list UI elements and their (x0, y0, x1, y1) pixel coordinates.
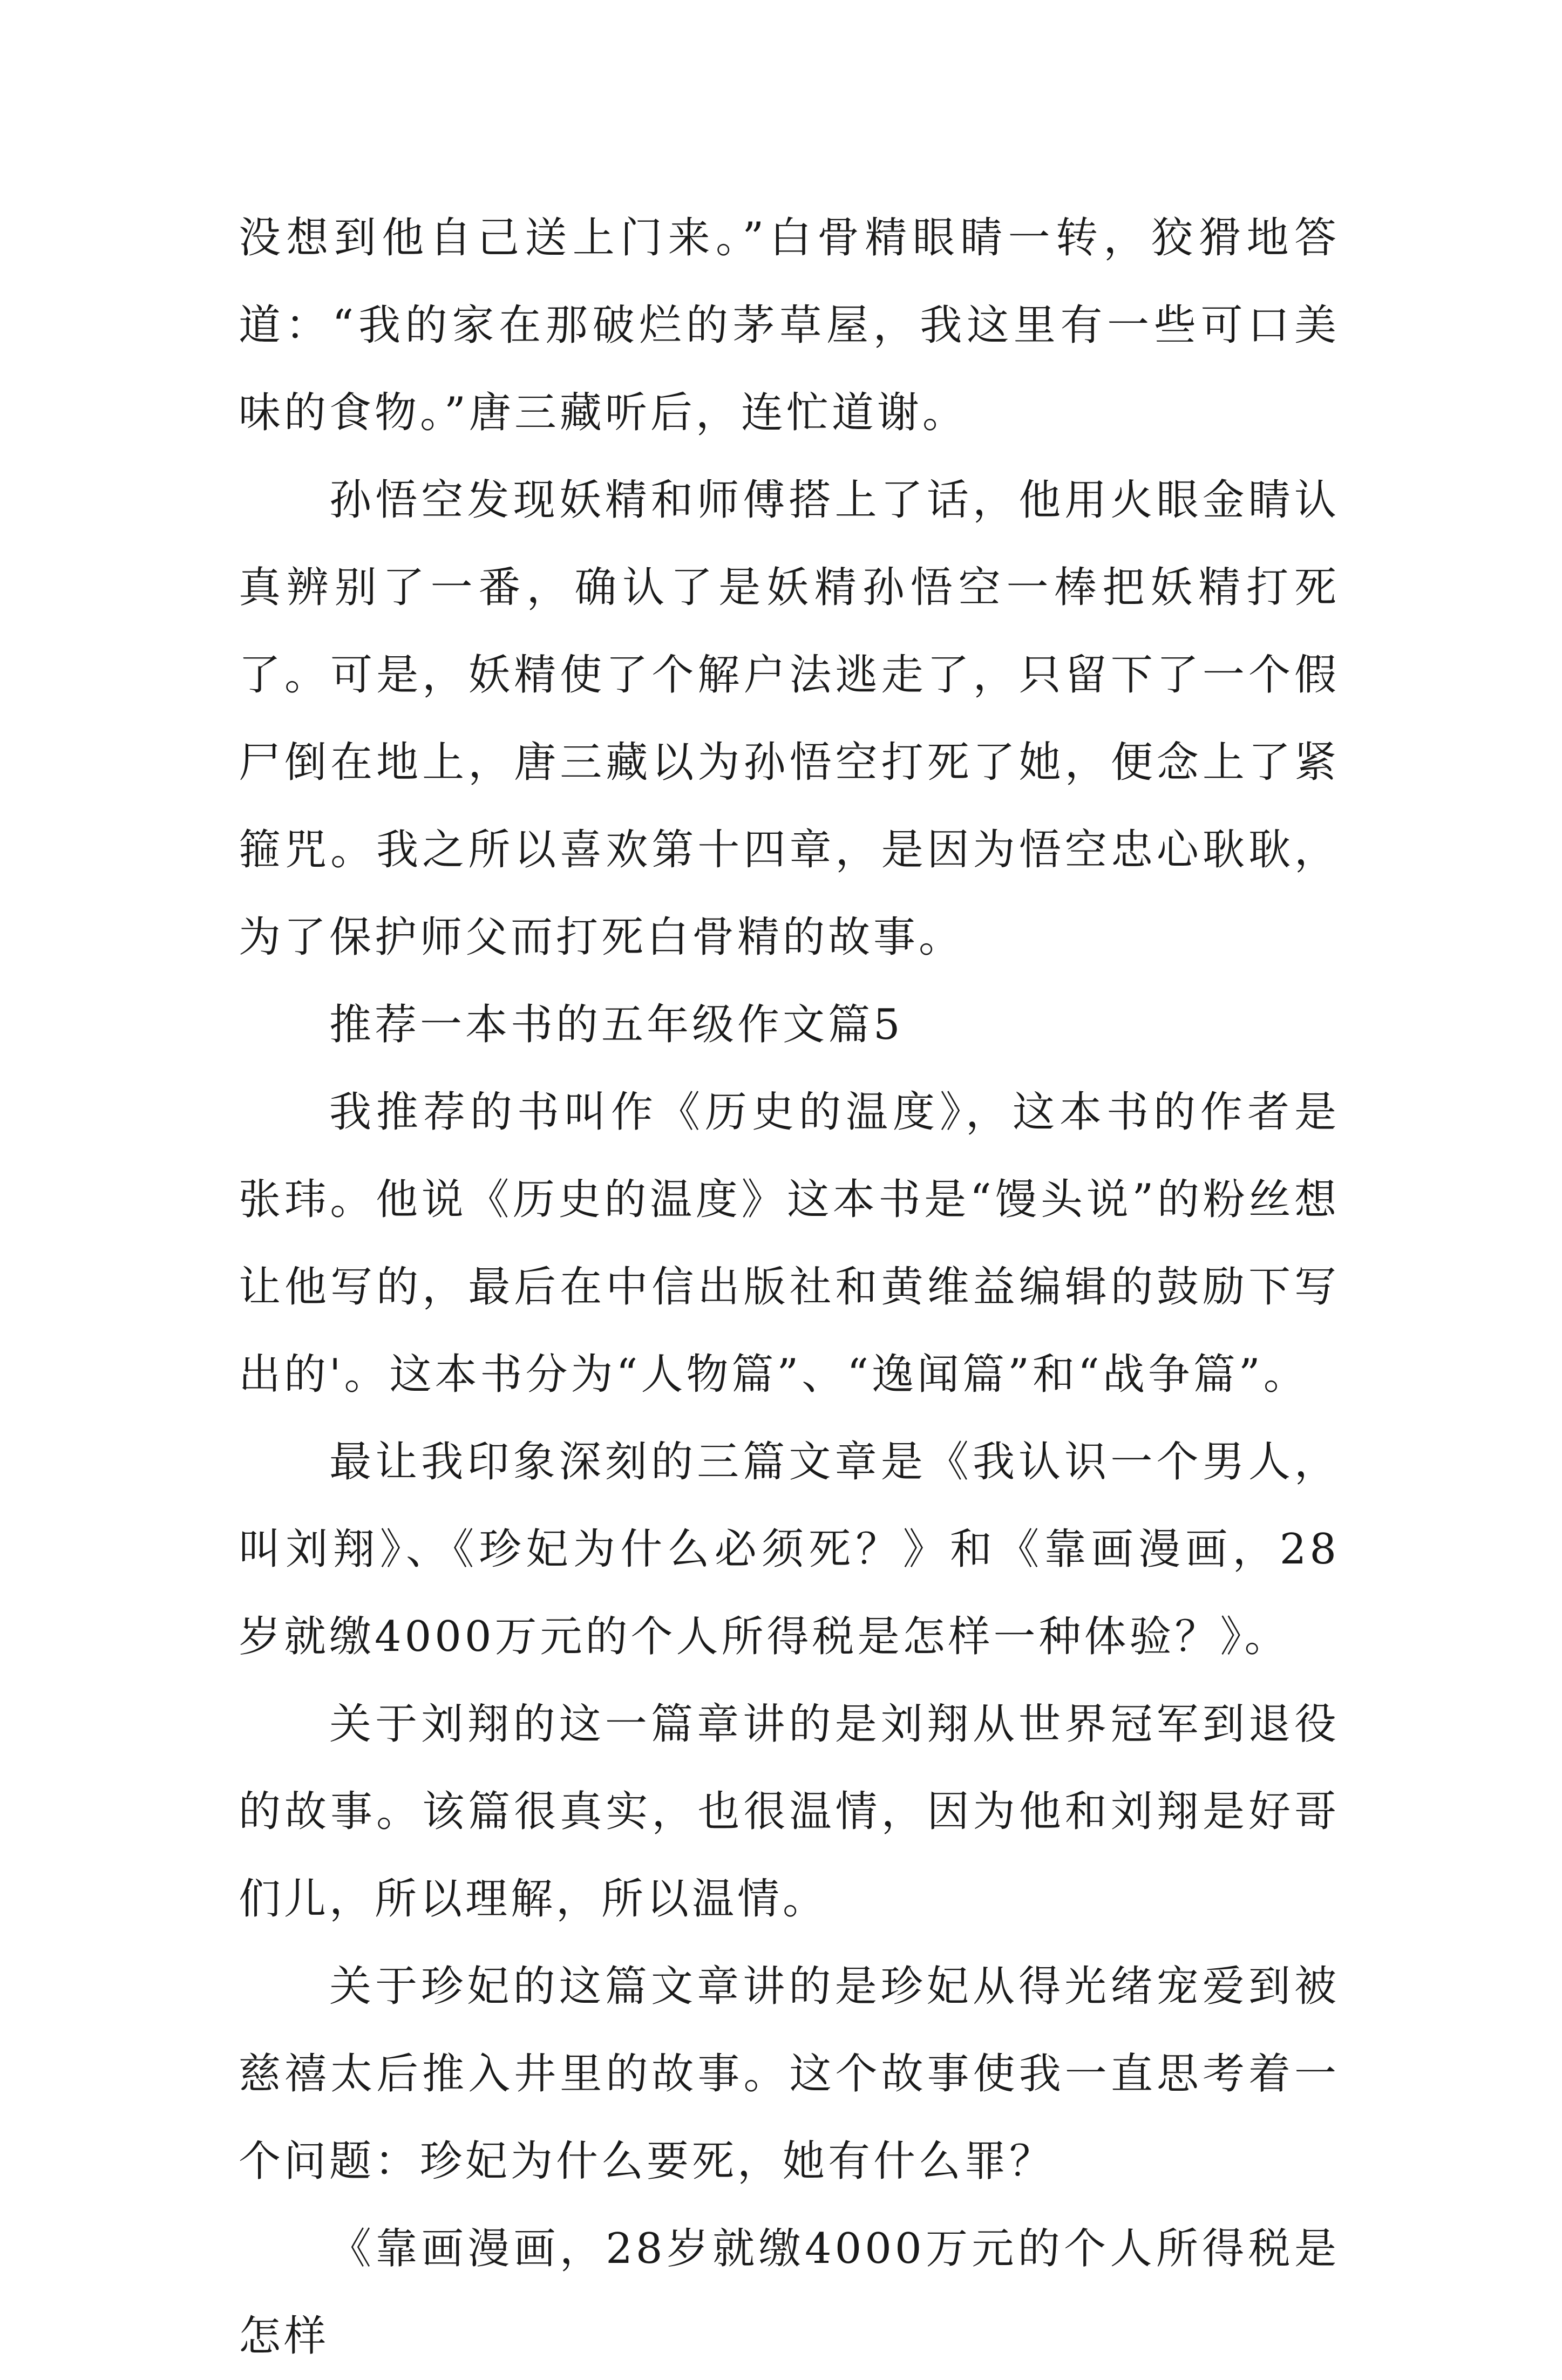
paragraph-continuation: 没想到他自己送上门来。”白骨精眼睛一转，狡猾地答道：“我的家在那破烂的茅草屋，我这里有一些可口美味的食物。”唐三藏听后，连忙道谢。 (239, 214, 1340, 437)
paragraph: 关于刘翔的这一篇章讲的是刘翔从世界冠军到退役的故事。该篇很真实，也很温情，因为他和刘翔是好哥们儿，所以理解，所以温情。 (239, 1700, 1340, 1923)
paragraph: 关于珍妃的这篇文章讲的是珍妃从得光绪宠爱到被慈禧太后推入井里的故事。这个故事使我一直思考着一个问题：珍妃为什么要死，她有什么罪？ (239, 1962, 1340, 2186)
paragraph: 我推荐的书叫作《历史的温度》，这本书的作者是张玮。他说《历史的温度》这本书是“馒头说”的粉丝想让他写的，最后在中信出版社和黄维益编辑的鼓励下写出的'。这本书分为“人物篇”、“逸闻篇”和“战争篇”。 (239, 1088, 1340, 1399)
document-body (239, 194, 1340, 2380)
paragraph: 孙悟空发现妖精和师傅搭上了话，他用火眼金睛认真辨别了一番，确认了是妖精孙悟空一棒把妖精打死了。可是，妖精使了个解户法逃走了，只留下了一个假尸倒在地上，唐三藏以为孙悟空打死了她，便念上了紧箍咒。我之所以喜欢第十四章，是因为悟空忠心耿耿，为了保护师父而打死白骨精的故事。 (239, 476, 1340, 962)
paragraph-truncated: 《靠画漫画，28岁就缴4000万元的个人所得税是怎样 (239, 2225, 1340, 2361)
section-heading: 推荐一本书的五年级作文篇5 (329, 1001, 904, 1049)
paragraph: 最让我印象深刻的三篇文章是《我认识一个男人，叫刘翔》、《珍妃为什么必须死？》和《靠画漫画，28岁就缴4000万元的个人所得税是怎样一种体验？》。 (239, 1438, 1340, 1661)
